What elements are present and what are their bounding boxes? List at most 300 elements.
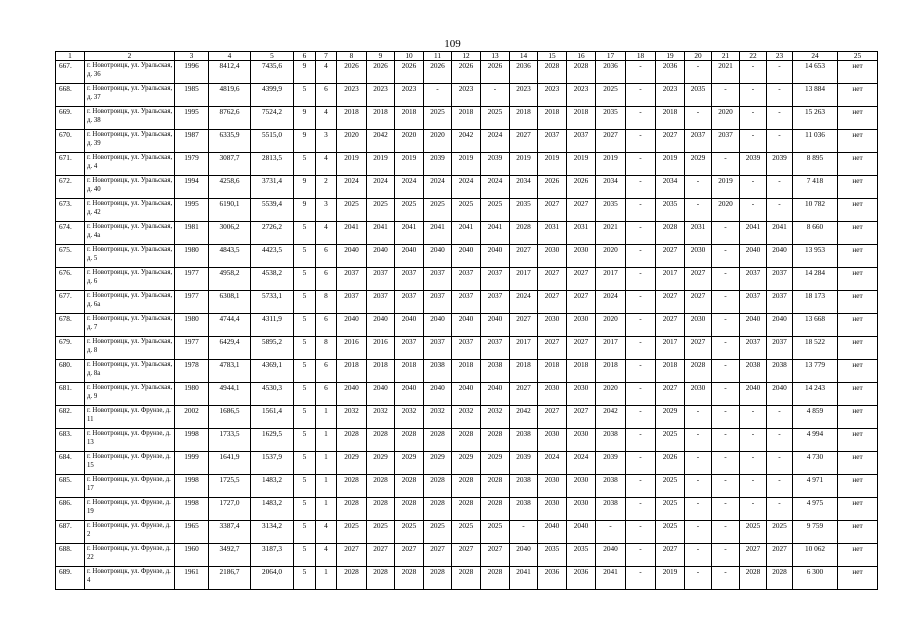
table-cell: - <box>626 452 656 475</box>
table-cell: нет <box>838 84 878 107</box>
table-cell: 2027 <box>567 268 596 291</box>
table-cell: нет <box>838 429 878 452</box>
table-cell: - <box>510 521 538 544</box>
table-cell: 2037 <box>767 291 793 314</box>
table-cell: 2041 <box>510 567 538 590</box>
table-cell: - <box>712 314 740 337</box>
table-cell: 6 <box>316 383 337 406</box>
table-cell: 4944,1 <box>209 383 251 406</box>
table-cell: 2037 <box>452 337 481 360</box>
address-cell: г. Новотроицк, ул. Уральская, д. 4а <box>85 222 175 245</box>
table-cell: 2029 <box>395 452 424 475</box>
table-cell: нет <box>838 567 878 590</box>
address-cell: г. Новотроицк, ул. Уральская, д. 37 <box>85 84 175 107</box>
column-header: 9 <box>367 52 395 61</box>
table-cell: 13 668 <box>793 314 838 337</box>
table-cell: 2025 <box>481 521 510 544</box>
table-cell: 2019 <box>596 153 626 176</box>
address-cell: г. Новотроицк, ул. Фрунзе, д. 22 <box>85 544 175 567</box>
column-header: 13 <box>481 52 510 61</box>
table-cell: 2024 <box>596 291 626 314</box>
table-cell: 2028 <box>367 567 395 590</box>
table-cell: 2027 <box>510 130 538 153</box>
table-cell: 2030 <box>685 245 712 268</box>
table-cell: 2036 <box>538 567 567 590</box>
column-header: 18 <box>626 52 656 61</box>
table-cell: 8 895 <box>793 153 838 176</box>
table-cell: 2040 <box>395 383 424 406</box>
table-cell: нет <box>838 61 878 84</box>
table-cell: 2024 <box>481 176 510 199</box>
table-cell: 2025 <box>424 199 452 222</box>
housing-table <box>55 51 878 590</box>
table-cell: 8762,6 <box>209 107 251 130</box>
table-cell: 2040 <box>767 383 793 406</box>
table-cell: 2042 <box>596 406 626 429</box>
column-header: 24 <box>793 52 838 61</box>
table-cell: 2032 <box>367 406 395 429</box>
table-cell: 8412,4 <box>209 61 251 84</box>
table-cell: 1727,0 <box>209 498 251 521</box>
table-row <box>56 383 878 406</box>
table-cell: 2037 <box>740 291 767 314</box>
table-cell: 2040 <box>596 544 626 567</box>
table-cell: 2024 <box>481 130 510 153</box>
table-cell: 2040 <box>395 245 424 268</box>
table-cell: 4 994 <box>793 429 838 452</box>
table-cell: 1998 <box>175 475 209 498</box>
row-number-cell: 668. <box>56 84 85 107</box>
table-cell: 2028 <box>685 360 712 383</box>
table-cell: 2036 <box>567 567 596 590</box>
table-cell: 2026 <box>452 61 481 84</box>
table-cell: - <box>767 84 793 107</box>
table-cell: 2017 <box>596 337 626 360</box>
address-cell: г. Новотроицк, ул. Уральская, д. 6 <box>85 268 175 291</box>
table-cell: - <box>626 429 656 452</box>
table-cell: 2034 <box>510 176 538 199</box>
address-cell: г. Новотроицк, ул. Уральская, д. 42 <box>85 199 175 222</box>
table-cell: 2020 <box>424 130 452 153</box>
table-cell: 2028 <box>452 567 481 590</box>
table-cell: 2031 <box>685 222 712 245</box>
table-cell: 2026 <box>337 61 367 84</box>
table-cell: 13 953 <box>793 245 838 268</box>
table-cell: 2032 <box>452 406 481 429</box>
table-cell: 2028 <box>481 429 510 452</box>
table-cell: 2041 <box>367 222 395 245</box>
table-cell: 2032 <box>424 406 452 429</box>
table-cell: 2037 <box>567 130 596 153</box>
table-cell: 4 730 <box>793 452 838 475</box>
table-cell: 2041 <box>740 222 767 245</box>
table-cell: - <box>740 176 767 199</box>
table-cell: 2041 <box>424 222 452 245</box>
row-number-cell: 679. <box>56 337 85 360</box>
table-cell: 2028 <box>395 429 424 452</box>
table-cell: 2028 <box>538 61 567 84</box>
table-cell: 2018 <box>538 360 567 383</box>
table-cell: 2027 <box>740 544 767 567</box>
table-cell: нет <box>838 406 878 429</box>
table-cell: 2040 <box>424 245 452 268</box>
table-cell: 2017 <box>596 268 626 291</box>
table-cell: 2037 <box>481 337 510 360</box>
table-cell: 5 <box>294 314 316 337</box>
table-cell: 2027 <box>510 383 538 406</box>
table-cell: - <box>712 153 740 176</box>
address-cell: г. Новотроицк, ул. Уральская, д. 7 <box>85 314 175 337</box>
table-cell: 2041 <box>767 222 793 245</box>
table-cell: 2030 <box>538 498 567 521</box>
table-cell: 2038 <box>510 498 538 521</box>
table-cell: 2020 <box>337 130 367 153</box>
table-cell: 2037 <box>395 291 424 314</box>
table-cell: 2027 <box>367 544 395 567</box>
row-number-cell: 684. <box>56 452 85 475</box>
table-cell: 2017 <box>656 337 685 360</box>
table-row <box>56 521 878 544</box>
table-cell: 2026 <box>538 176 567 199</box>
table-cell: - <box>626 245 656 268</box>
table-cell: 2018 <box>337 360 367 383</box>
column-header: 10 <box>395 52 424 61</box>
table-cell: 3492,7 <box>209 544 251 567</box>
address-cell: г. Новотроицк, ул. Уральская, д. 39 <box>85 130 175 153</box>
table-cell: 14 243 <box>793 383 838 406</box>
table-cell: 5 <box>294 360 316 383</box>
table-cell: 2040 <box>367 314 395 337</box>
table-cell: - <box>712 222 740 245</box>
table-row <box>56 84 878 107</box>
table-cell: 4819,6 <box>209 84 251 107</box>
table-cell: 2019 <box>510 153 538 176</box>
table-cell: 2031 <box>538 222 567 245</box>
table-cell: 5 <box>294 383 316 406</box>
table-cell: 4744,4 <box>209 314 251 337</box>
table-row <box>56 429 878 452</box>
table-cell: - <box>685 521 712 544</box>
table-cell: 2025 <box>424 521 452 544</box>
table-cell: 2029 <box>367 452 395 475</box>
table-cell: 4423,5 <box>251 245 294 268</box>
table-cell: 2040 <box>767 314 793 337</box>
table-cell: 2027 <box>538 268 567 291</box>
table-cell: 2027 <box>567 337 596 360</box>
table-cell: 2032 <box>337 406 367 429</box>
table-cell: 4 <box>316 544 337 567</box>
table-cell: 2018 <box>596 360 626 383</box>
table-row <box>56 107 878 130</box>
table-cell: 2030 <box>567 429 596 452</box>
address-cell: г. Новотроицк, ул. Уральская, д. 8а <box>85 360 175 383</box>
table-cell: 2035 <box>567 544 596 567</box>
table-cell: 5895,2 <box>251 337 294 360</box>
table-cell: - <box>740 498 767 521</box>
table-cell: 2020 <box>596 314 626 337</box>
table-cell: 2027 <box>538 199 567 222</box>
table-cell: 1998 <box>175 498 209 521</box>
table-cell: 2040 <box>337 245 367 268</box>
table-cell: 1537,9 <box>251 452 294 475</box>
table-cell: 2025 <box>337 199 367 222</box>
row-number-cell: 685. <box>56 475 85 498</box>
table-cell: - <box>626 337 656 360</box>
table-cell: 5 <box>294 429 316 452</box>
table-cell: - <box>767 475 793 498</box>
table-cell: 1686,5 <box>209 406 251 429</box>
table-cell: 9 <box>294 199 316 222</box>
table-cell: 5 <box>294 498 316 521</box>
table-cell: 2018 <box>538 107 567 130</box>
table-row <box>56 452 878 475</box>
table-cell: 2018 <box>367 360 395 383</box>
table-cell: 2026 <box>424 61 452 84</box>
table-cell: 2035 <box>596 199 626 222</box>
table-cell: 2017 <box>656 268 685 291</box>
table-cell: - <box>740 107 767 130</box>
table-cell: 2024 <box>395 176 424 199</box>
table-cell: 2040 <box>481 245 510 268</box>
table-cell: 2025 <box>337 521 367 544</box>
table-cell: 6 <box>316 84 337 107</box>
row-number-cell: 673. <box>56 199 85 222</box>
table-cell: нет <box>838 360 878 383</box>
table-cell: 2027 <box>656 130 685 153</box>
table-cell: 2025 <box>367 199 395 222</box>
table-cell: 2040 <box>567 521 596 544</box>
column-header: 17 <box>596 52 626 61</box>
table-cell: 1979 <box>175 153 209 176</box>
table-cell: 2018 <box>395 360 424 383</box>
table-cell: 2037 <box>452 291 481 314</box>
table-row <box>56 199 878 222</box>
table-cell: - <box>626 498 656 521</box>
column-header: 21 <box>712 52 740 61</box>
table-cell: 1 <box>316 475 337 498</box>
row-number-cell: 689. <box>56 567 85 590</box>
table-cell: 2038 <box>767 360 793 383</box>
table-cell: 2039 <box>767 153 793 176</box>
table-cell: 2018 <box>656 360 685 383</box>
table-cell: 1996 <box>175 61 209 84</box>
table-cell: 18 522 <box>793 337 838 360</box>
table-cell: 5733,1 <box>251 291 294 314</box>
table-cell: 2030 <box>685 383 712 406</box>
table-cell: 5515,0 <box>251 130 294 153</box>
address-cell: г. Новотроицк, ул. Фрунзе, д. 4 <box>85 567 175 590</box>
row-number-cell: 671. <box>56 153 85 176</box>
table-cell: 5 <box>294 452 316 475</box>
column-header: 2 <box>85 52 175 61</box>
table-cell: 2025 <box>481 107 510 130</box>
table-cell: 2025 <box>767 521 793 544</box>
table-cell: 1999 <box>175 452 209 475</box>
table-cell: 2036 <box>510 61 538 84</box>
address-cell: г. Новотроицк, ул. Уральская, д. 38 <box>85 107 175 130</box>
table-cell: 2040 <box>367 245 395 268</box>
table-cell: 2032 <box>481 406 510 429</box>
table-cell: - <box>712 567 740 590</box>
table-cell: 7524,2 <box>251 107 294 130</box>
column-header: 19 <box>656 52 685 61</box>
address-cell: г. Новотроицк, ул. Уральская, д. 6а <box>85 291 175 314</box>
table-cell: 4783,1 <box>209 360 251 383</box>
table-cell: 6190,1 <box>209 199 251 222</box>
table-cell: 2028 <box>337 498 367 521</box>
table-cell: - <box>626 406 656 429</box>
table-cell: 7 418 <box>793 176 838 199</box>
table-cell: 2028 <box>367 429 395 452</box>
table-cell: 1 <box>316 498 337 521</box>
table-cell: 2040 <box>452 245 481 268</box>
row-number-cell: 677. <box>56 291 85 314</box>
table-cell: - <box>712 452 740 475</box>
table-cell: 2028 <box>452 498 481 521</box>
column-header: 11 <box>424 52 452 61</box>
table-cell: 8 <box>316 291 337 314</box>
table-cell: - <box>712 268 740 291</box>
table-cell: 2023 <box>567 84 596 107</box>
table-cell: 2030 <box>567 498 596 521</box>
table-cell: 2027 <box>395 544 424 567</box>
table-cell: 2029 <box>656 406 685 429</box>
table-cell: - <box>626 544 656 567</box>
table-cell: 2027 <box>538 291 567 314</box>
table-cell: - <box>685 475 712 498</box>
table-cell: 4 <box>316 222 337 245</box>
table-cell: 2025 <box>596 84 626 107</box>
table-cell: 2020 <box>596 245 626 268</box>
table-cell: 4 859 <box>793 406 838 429</box>
table-cell: 2018 <box>567 360 596 383</box>
table-cell: 4399,9 <box>251 84 294 107</box>
table-cell: 1960 <box>175 544 209 567</box>
table-cell: - <box>626 130 656 153</box>
table-cell: 2028 <box>481 498 510 521</box>
address-cell: г. Новотроицк, ул. Уральская, д. 36 <box>85 61 175 84</box>
table-cell: 2017 <box>510 268 538 291</box>
table-cell: 2039 <box>481 153 510 176</box>
table-cell: 2037 <box>740 337 767 360</box>
table-cell: 2020 <box>596 383 626 406</box>
table-cell: - <box>626 360 656 383</box>
address-cell: г. Новотроицк, ул. Фрунзе, д. 15 <box>85 452 175 475</box>
table-cell: 15 263 <box>793 107 838 130</box>
table-cell: нет <box>838 452 878 475</box>
row-number-cell: 676. <box>56 268 85 291</box>
table-cell: 2025 <box>395 199 424 222</box>
table-cell: 2018 <box>452 107 481 130</box>
table-cell: 2035 <box>538 544 567 567</box>
table-row <box>56 475 878 498</box>
table-cell: нет <box>838 107 878 130</box>
table-cell: - <box>626 84 656 107</box>
table-cell: 3134,2 <box>251 521 294 544</box>
table-cell: 2018 <box>656 107 685 130</box>
table-cell: 2018 <box>510 107 538 130</box>
table-row <box>56 544 878 567</box>
table-cell: 2027 <box>538 337 567 360</box>
table-cell: 2018 <box>367 107 395 130</box>
table-cell: 2028 <box>740 567 767 590</box>
table-cell: 2028 <box>395 475 424 498</box>
table-cell: 2037 <box>337 291 367 314</box>
table-cell: 2035 <box>596 107 626 130</box>
table-cell: - <box>424 84 452 107</box>
table-row <box>56 176 878 199</box>
table-cell: 2037 <box>767 337 793 360</box>
table-cell: 2038 <box>481 360 510 383</box>
table-cell: 2031 <box>567 222 596 245</box>
table-cell: нет <box>838 521 878 544</box>
table-cell: 2040 <box>767 245 793 268</box>
table-cell: 2035 <box>510 199 538 222</box>
table-cell: - <box>626 199 656 222</box>
table-cell: - <box>740 429 767 452</box>
table-cell: - <box>712 544 740 567</box>
table-cell: 2028 <box>424 429 452 452</box>
address-cell: г. Новотроицк, ул. Уральская, д. 4 <box>85 153 175 176</box>
table-cell: 2037 <box>337 268 367 291</box>
table-cell: 1 <box>316 406 337 429</box>
table-cell: 2039 <box>740 153 767 176</box>
table-cell: 2023 <box>452 84 481 107</box>
table-cell: 2038 <box>596 498 626 521</box>
row-number-cell: 670. <box>56 130 85 153</box>
table-cell: 7435,6 <box>251 61 294 84</box>
table-cell: 2025 <box>452 199 481 222</box>
table-cell: 2027 <box>567 199 596 222</box>
table-cell: нет <box>838 176 878 199</box>
table-cell: 2027 <box>481 544 510 567</box>
column-header: 16 <box>567 52 596 61</box>
table-cell: - <box>626 107 656 130</box>
table-cell: 6 <box>316 360 337 383</box>
table-cell: - <box>685 452 712 475</box>
table-cell: 9 <box>294 130 316 153</box>
table-cell: 2025 <box>656 521 685 544</box>
table-cell: 2037 <box>395 268 424 291</box>
table-cell: 1980 <box>175 383 209 406</box>
table-cell: 2037 <box>685 130 712 153</box>
table-cell: 1978 <box>175 360 209 383</box>
table-cell: 1985 <box>175 84 209 107</box>
table-cell: - <box>767 61 793 84</box>
table-cell: - <box>685 61 712 84</box>
table-cell: 2023 <box>337 84 367 107</box>
table-cell: 2028 <box>567 61 596 84</box>
table-cell: нет <box>838 544 878 567</box>
table-cell: 2026 <box>481 61 510 84</box>
table-cell: 2032 <box>395 406 424 429</box>
table-cell: 9 <box>294 107 316 130</box>
table-cell: - <box>712 337 740 360</box>
table-cell: 2028 <box>395 567 424 590</box>
table-cell: 1995 <box>175 107 209 130</box>
table-cell: 4 <box>316 107 337 130</box>
table-cell: - <box>685 429 712 452</box>
table-cell: 4 975 <box>793 498 838 521</box>
table-cell: 2028 <box>367 475 395 498</box>
table-cell: 2028 <box>337 475 367 498</box>
table-cell: - <box>767 199 793 222</box>
table-cell: 2040 <box>367 383 395 406</box>
table-cell: 2028 <box>424 475 452 498</box>
table-cell: 4958,2 <box>209 268 251 291</box>
table-cell: 2027 <box>656 245 685 268</box>
table-cell: 2026 <box>367 61 395 84</box>
